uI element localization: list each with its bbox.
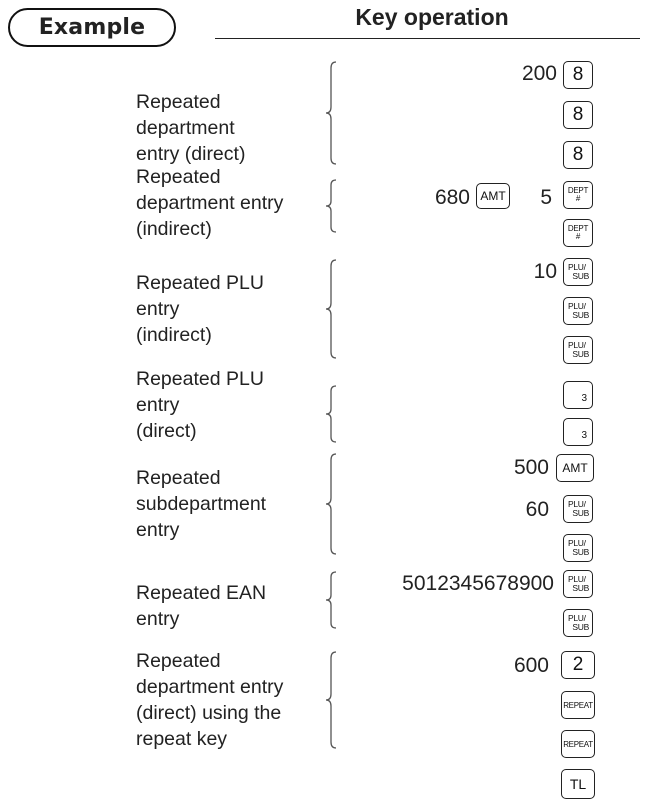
section-1-brace (322, 60, 338, 166)
section-4-brace (322, 384, 338, 444)
entry-number: 5 (540, 186, 552, 209)
amt-key: AMT (556, 454, 594, 482)
section-7-label: Repeated department entry (direct) using the repeat key (136, 650, 284, 750)
plu-sub-key: PLU/ SUB (563, 336, 593, 364)
plu-sub-key: PLU/ SUB (563, 495, 593, 523)
dept-key: DEPT # (563, 219, 593, 247)
section-7-brace (322, 650, 338, 750)
section-2-label: Repeated department entry (indirect) (136, 166, 284, 240)
plu-key-3: 3 (563, 381, 593, 409)
repeat-key: REPEAT (561, 730, 595, 758)
plu-sub-key: PLU/ SUB (563, 570, 593, 598)
section-2-brace (322, 178, 338, 234)
numeric-key-8: 8 (563, 61, 593, 89)
section-4-label: Repeated PLU entry (direct) (136, 368, 264, 442)
numeric-key-8: 8 (563, 141, 593, 169)
entry-number: 10 (533, 260, 557, 283)
amt-key: AMT (476, 183, 510, 209)
key-operation-heading: Key operation (355, 4, 509, 30)
section-1-label: Repeated department entry (direct) (136, 91, 246, 165)
section-6-label: Repeated EAN entry (136, 582, 267, 630)
plu-sub-key: PLU/ SUB (563, 297, 593, 325)
section-5-brace (322, 452, 338, 556)
section-3-label: Repeated PLU entry (indirect) (136, 272, 264, 346)
dept-key: DEPT # (563, 181, 593, 209)
repeat-key: REPEAT (561, 691, 595, 719)
header-rule (215, 38, 640, 39)
plu-key-3: 3 (563, 418, 593, 446)
section-3-brace (322, 258, 338, 360)
numeric-key-8: 8 (563, 101, 593, 129)
numeric-key-2: 2 (561, 651, 595, 679)
plu-sub-key: PLU/ SUB (563, 534, 593, 562)
entry-number: 600 (513, 654, 549, 677)
example-label: Example (8, 8, 176, 47)
section-5-label: Repeated subdepartment entry (136, 467, 267, 541)
ean-code: 5012345678900 (402, 572, 554, 595)
entry-number: 680 (434, 186, 470, 209)
tl-key: TL (561, 769, 595, 799)
plu-sub-key: PLU/ SUB (563, 609, 593, 637)
entry-number: 200 (521, 62, 557, 85)
entry-number: 500 (513, 456, 549, 479)
plu-sub-key: PLU/ SUB (563, 258, 593, 286)
entry-number: 60 (525, 498, 549, 521)
